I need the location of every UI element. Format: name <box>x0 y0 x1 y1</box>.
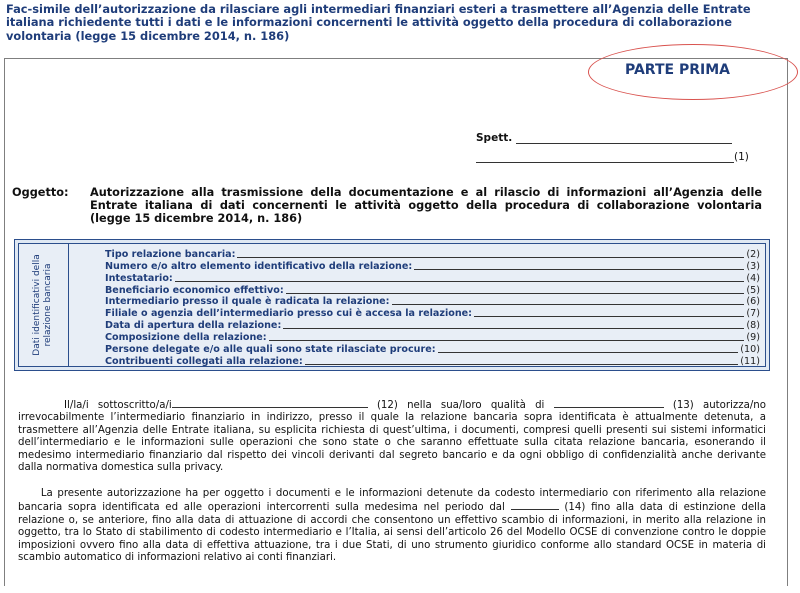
relation-field-row <box>105 331 760 343</box>
relation-field-label: Intestatario: <box>105 272 173 284</box>
footnote-12: (12) <box>376 400 398 411</box>
document-title: Fac-simile dell’autorizzazione da rilasciare agli intermediari finanziari esteri a trasmettere all’Agenzia delle Entrate italiana richiedente tutti i dati e le informazioni concernenti le attività oggetto della procedura di collaborazione volontaria (legge 15 dicembre 2014, n. 186) <box>6 2 751 43</box>
para1-mid: nella sua/loro qualità di <box>407 400 545 411</box>
relation-field-footnote: (3) <box>746 260 760 272</box>
relation-field-row <box>105 284 760 296</box>
relation-field-row <box>105 355 760 367</box>
period-start-field[interactable] <box>511 500 559 510</box>
footnote-ref: (1) <box>734 151 749 163</box>
authorization-paragraph <box>18 398 766 474</box>
relation-field-label: Tipo relazione bancaria: <box>105 248 236 260</box>
recipient-address-line <box>476 151 749 163</box>
relation-field-label: Filiale o agenzia dell’intermediario presso cui è accesa la relazione: <box>105 308 473 320</box>
relation-field-footnote: (10) <box>740 344 760 356</box>
relation-field-footnote: (11) <box>740 355 760 367</box>
vertical-label: Dati identificativi della relazione bancaria <box>32 254 53 356</box>
relation-field-input[interactable] <box>414 269 744 270</box>
signatory-role-field[interactable] <box>554 398 664 408</box>
relation-field-input[interactable] <box>305 364 739 365</box>
para1-rest: autorizza/no irrevocabilmente l’intermediario finanziario in indirizzo, presso il quale la relazione bancaria sopra identificata è attualmente detenuta, a trasmettere all’Agenzia delle Entrate italiana, su esplicita richiesta di quest’ultima, i documenti, compresi quelli presenti sui sistemi informatici dell’intermediario e le informazioni sulle operazioni che sono state o che saranno effettuate sulla citata relazione bancaria, esonerando il medesimo intermediario finanziario dal rispetto dei vincoli derivanti dal segreto bancario e da ogni obbligo di confidenzialità anche derivante dalla normativa domestica sulla privacy. <box>18 400 766 474</box>
footnote-13: (13) <box>672 400 694 411</box>
relation-field-label: Contribuenti collegati alla relazione: <box>105 355 303 367</box>
scope-paragraph <box>18 488 766 564</box>
relation-field-row <box>105 307 760 319</box>
relation-field-input[interactable] <box>283 328 744 329</box>
recipient-line <box>476 132 732 144</box>
relation-field-input[interactable] <box>392 304 745 305</box>
para2-start: La presente autorizzazione ha per oggetto i documenti e le informazioni detenute da codesto intermediario con riferimento alla relazione bancaria sopra identificata ed alle operazioni intercorrenti sulla medesima nel periodo dal <box>18 488 766 514</box>
subject-label: Oggetto: <box>12 186 69 199</box>
relation-field-input[interactable] <box>286 293 745 294</box>
relation-field-footnote: (4) <box>746 272 760 284</box>
relation-field-row <box>105 272 760 284</box>
relation-field-footnote: (7) <box>746 308 760 320</box>
relation-field-label: Numero e/o altro elemento identificativo della relazione: <box>105 260 413 272</box>
relation-field-row <box>105 296 760 308</box>
part-label: PARTE PRIMA <box>625 62 730 78</box>
relation-field-input[interactable] <box>175 281 745 282</box>
relation-field-footnote: (9) <box>746 332 760 344</box>
spett-label: Spett. <box>476 132 513 144</box>
relation-field-label: Intermediario presso il quale è radicata la relazione: <box>105 296 390 308</box>
relation-field-footnote: (6) <box>746 296 760 308</box>
relation-field-footnote: (8) <box>746 320 760 332</box>
relation-field-input[interactable] <box>237 257 744 258</box>
relation-field-row <box>105 248 760 260</box>
relation-field-label: Data di apertura della relazione: <box>105 320 282 332</box>
relation-data-box <box>14 239 770 371</box>
para2-rest: fino alla data di estinzione della relazione o, se anteriore, fino alla data di attuazione di accordi che consentono un effettivo scambio di informazioni, in merito alla relazione in oggetto, tra lo Stato di stabilimento di codesto intermediario e l’Italia, ai sensi dell’articolo 26 del Modello OCSE di convenzione contro le doppie imposizioni ovvero fino alla data di effettiva attuazione, tra i due Stati, di uno strumento giuridico conforme allo standard OCSE in materia di scambio automatico di informazioni relativo ai conti finanziari. <box>18 502 766 564</box>
relation-fields <box>105 248 760 367</box>
relation-field-label: Composizione della relazione: <box>105 332 267 344</box>
relation-field-row <box>105 260 760 272</box>
recipient-address-field[interactable] <box>476 152 734 163</box>
subject-block <box>12 186 762 226</box>
footnote-14: (14) <box>564 502 586 514</box>
relation-field-footnote: (5) <box>746 284 760 296</box>
recipient-name-field[interactable] <box>516 133 732 144</box>
relation-field-footnote: (2) <box>746 248 760 260</box>
para1-start: Il/la/i sottoscritto/a/i <box>64 400 172 411</box>
relation-field-label: Persone delegate e/o alle quali sono state rilasciate procure: <box>105 344 436 356</box>
relation-field-input[interactable] <box>474 316 744 317</box>
relation-field-input[interactable] <box>438 352 739 353</box>
relation-field-row <box>105 319 760 331</box>
relation-field-row <box>105 343 760 355</box>
relation-field-label: Beneficiario economico effettivo: <box>105 284 284 296</box>
vertical-label-cell <box>18 243 69 367</box>
subject-text: Autorizzazione alla trasmissione della documentazione e al rilascio di informazioni all’Agenzia delle Entrate italiana di dati concernenti le attività oggetto della procedura di collaborazione volontaria (legge 15 dicembre 2014, n. 186) <box>90 186 762 226</box>
relation-field-input[interactable] <box>269 340 745 341</box>
signatory-name-field[interactable] <box>172 398 368 408</box>
